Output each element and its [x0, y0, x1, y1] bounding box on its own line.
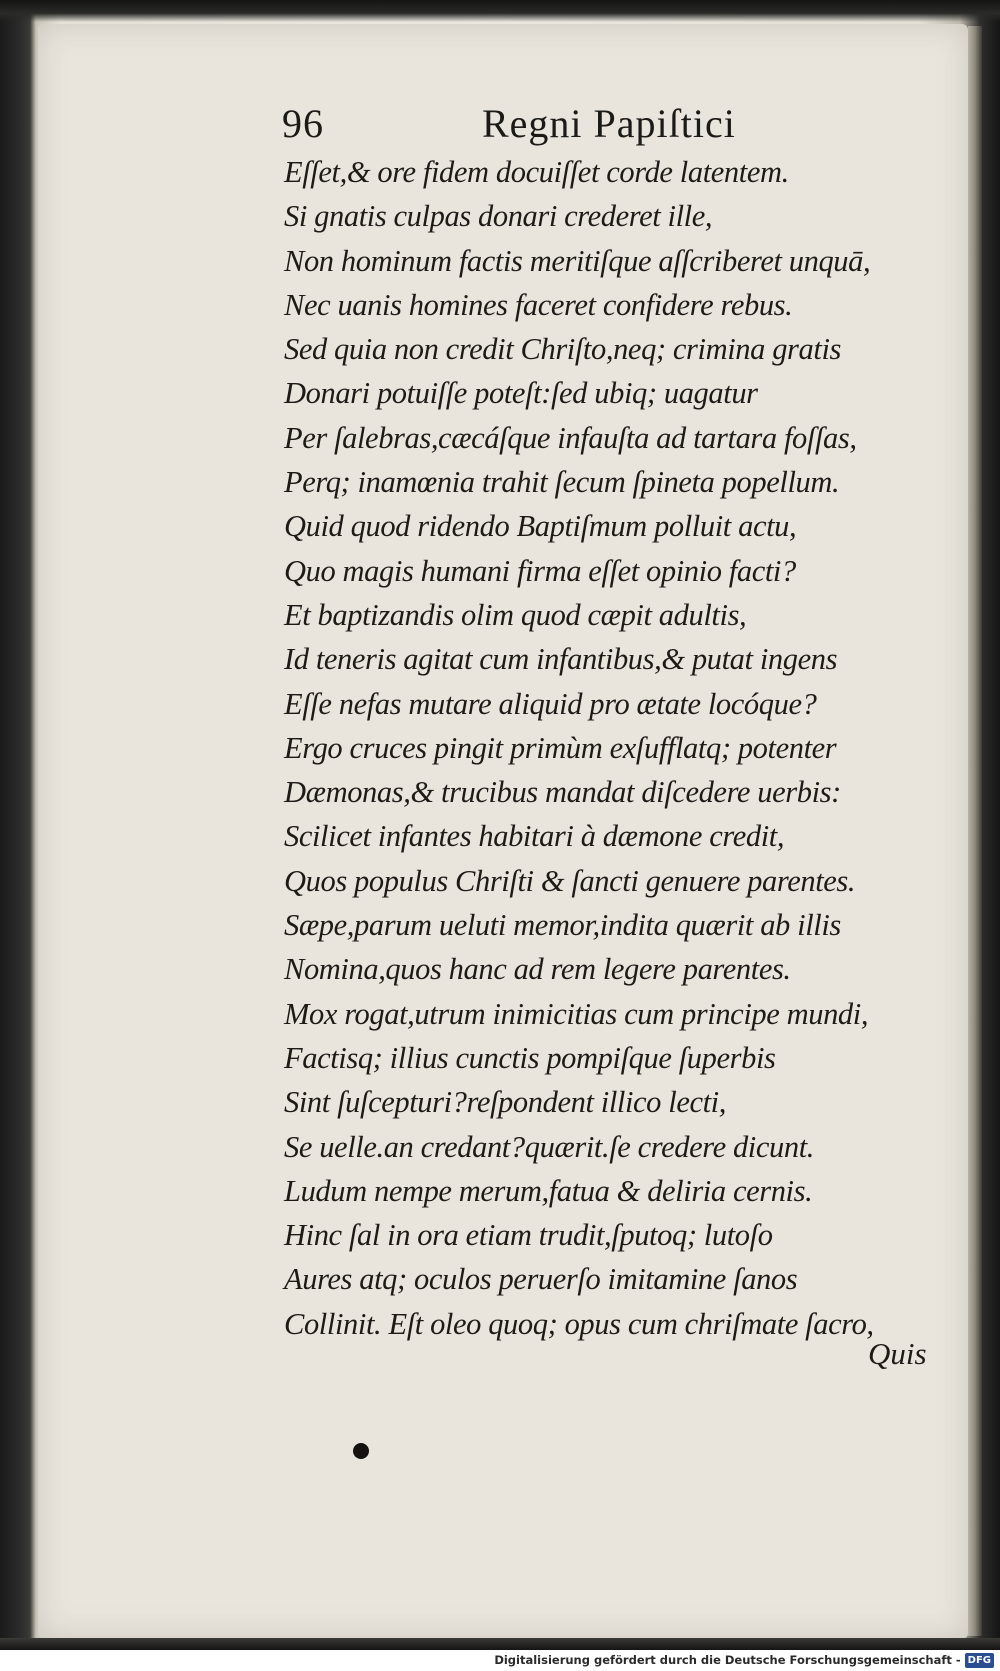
- scan-top-edge: [0, 0, 1000, 22]
- verse-line: Non hominum factis meritiſque aſſcriberet unquā,: [284, 243, 871, 278]
- digitization-footer: [0, 1650, 1000, 1671]
- page-edge: [968, 26, 982, 1636]
- verse-line: Sæpe,parum ueluti memor,indita quærit ab illis: [284, 908, 841, 943]
- running-head: Regni Papiſtici: [482, 101, 736, 146]
- scan-bottom-edge: [0, 1638, 1000, 1650]
- verse-line: Hinc ſal in ora etiam trudit,ſputoq; lutoſo: [284, 1218, 773, 1253]
- verse-line: Sint ſuſcepturi?reſpondent illico lecti,: [284, 1085, 726, 1120]
- verse-line: Aures atq; oculos peruerſo imitamine ſanos: [284, 1262, 798, 1297]
- verse-line: Id teneris agitat cum infantibus,& putat ingens: [284, 642, 838, 677]
- footer-credit: Digitalisierung gefördert durch die Deutsche Forschungsgemeinschaft -: [494, 1653, 961, 1667]
- verse-line: Perq; inamœnia trahit ſecum ſpineta popellum.: [284, 465, 840, 500]
- verse-line: Dæmonas,& trucibus mandat diſcedere uerbis:: [284, 775, 841, 810]
- verse-line: Se uelle.an credant?quærit.ſe credere dicunt.: [284, 1129, 815, 1164]
- verse-line: Collinit. Eſt oleo quoq; opus cum chriſmate ſacro,: [284, 1306, 874, 1341]
- dfg-logo: DFG: [965, 1653, 994, 1668]
- verse-line: Quo magis humani firma eſſet opinio facti?: [284, 553, 796, 588]
- verse-line: Ergo cruces pingit primùm exſufflatq; potenter: [284, 730, 837, 765]
- verse-line: Si gnatis culpas donari crederet ille,: [284, 199, 713, 234]
- verse-line: Per ſalebras,cæcáſque infauſta ad tartara foſſas,: [284, 420, 857, 455]
- page-number: 96: [282, 101, 324, 146]
- verse-line: Eſſe nefas mutare aliquid pro ætate locóque?: [284, 686, 817, 721]
- verse-line: Nomina,quos hanc ad rem legere parentes.: [284, 952, 791, 987]
- verse-line: Factisq; illius cunctis pompiſque ſuperbis: [284, 1040, 776, 1075]
- verse-line: Et baptizandis olim quod cæpit adultis,: [284, 597, 747, 632]
- verse-line: Mox rogat,utrum inimicitias cum principe mundi,: [284, 996, 869, 1031]
- catchword: Quis: [868, 1336, 927, 1371]
- verse-line: Nec uanis homines faceret confidere rebus.: [284, 287, 793, 322]
- verse-line: Ludum nempe merum,fatua & deliria cernis.: [284, 1173, 813, 1208]
- verse-line: Scilicet infantes habitari à dæmone credit,: [284, 819, 785, 854]
- verse-line: Quos populus Chriſti & ſancti genuere parentes.: [284, 863, 856, 898]
- verse-line: Sed quia non credit Chriſto,neq; crimina gratis: [284, 332, 841, 367]
- verse-block: [284, 150, 954, 1346]
- ink-dot: [353, 1443, 369, 1459]
- verse-line: Quid quod ridendo Baptiſmum polluit actu,: [284, 509, 797, 544]
- verse-line: Eſſet,& ore fidem docuiſſet corde latentem.: [284, 155, 789, 189]
- verse-line: Donari potuiſſe poteſt:ſed ubiq; uagatur: [284, 376, 758, 411]
